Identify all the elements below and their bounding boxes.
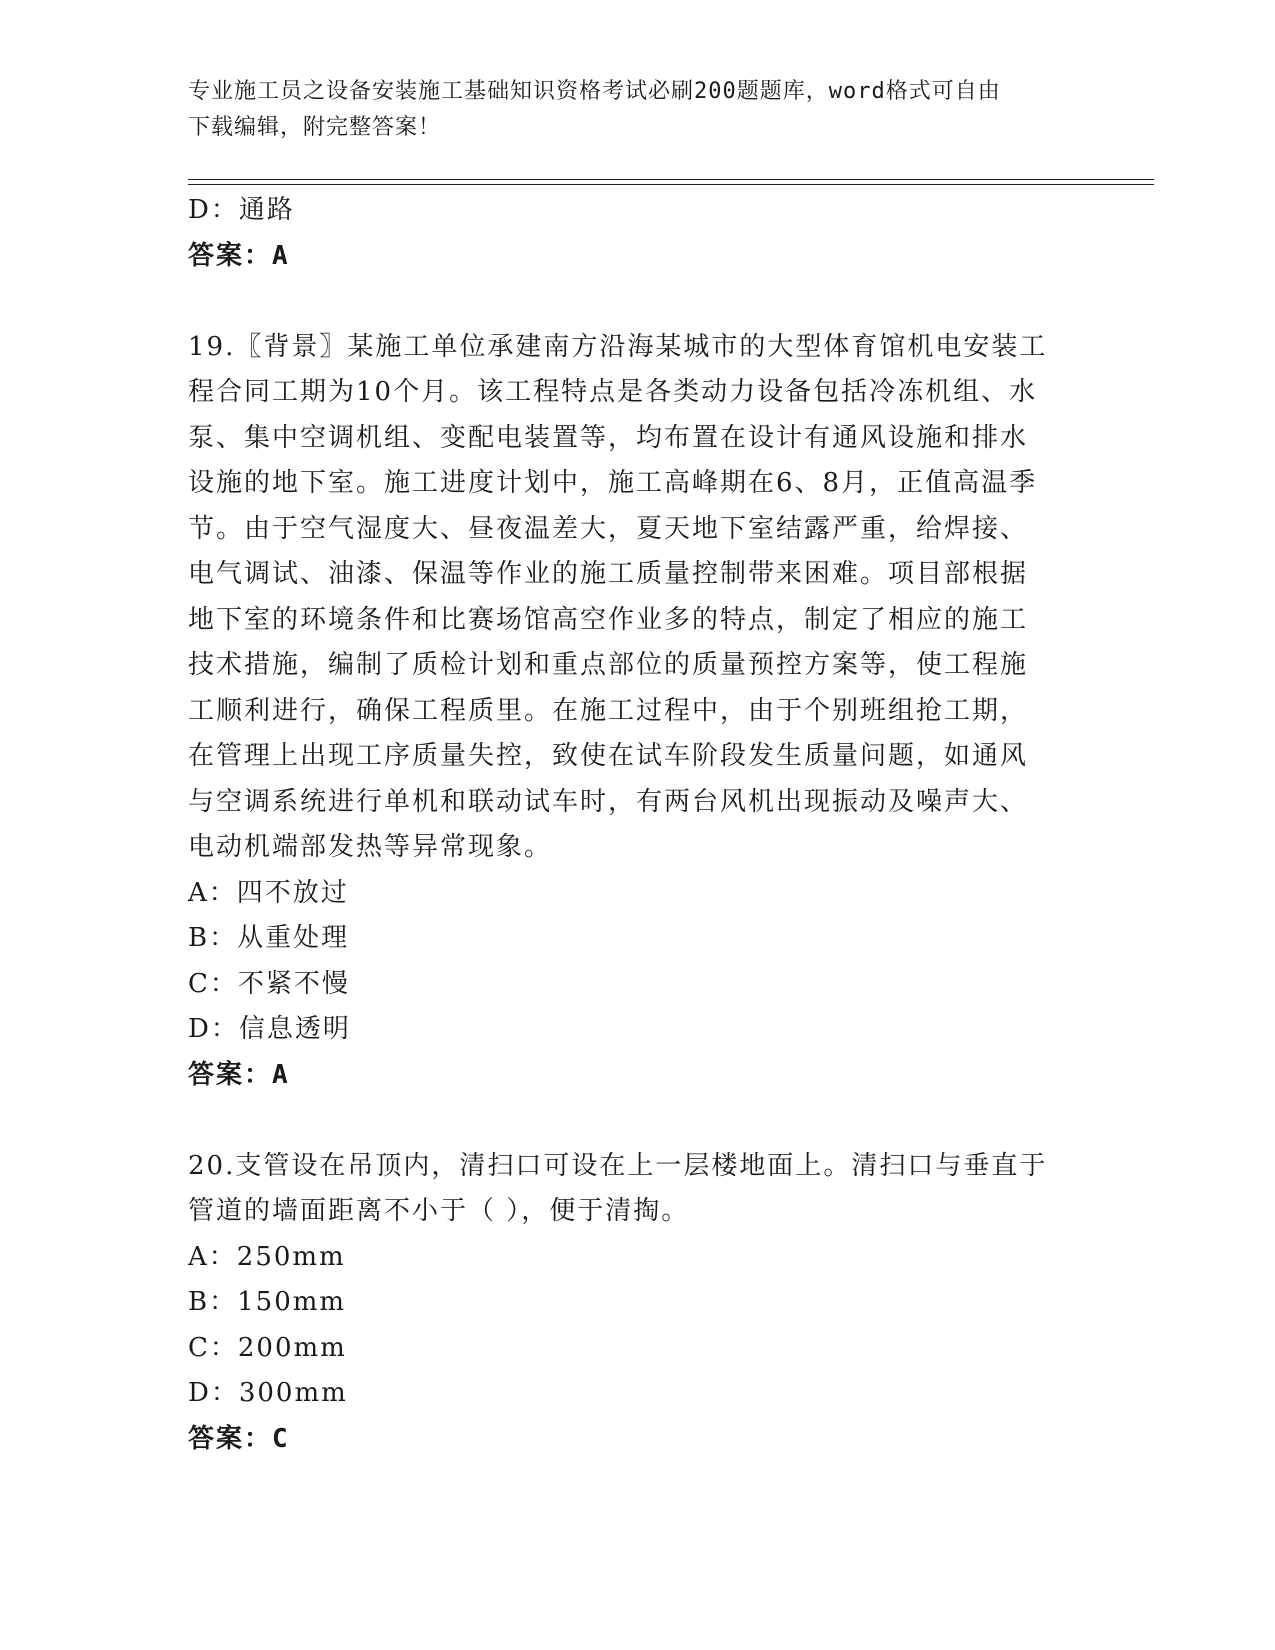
question-19 [188, 325, 1088, 1099]
question-line: 19.〖背景〗某施工单位承建南方沿海某城市的大型体育馆机电安装工 [188, 331, 1048, 362]
question-18-tail [188, 188, 1088, 279]
answer-label: 答案： [188, 1059, 273, 1090]
document-body [188, 188, 1088, 1462]
question-line: 与空调系统进行单机和联动试车时，有两台风机出现振动及噪声大、 [188, 786, 1029, 817]
question-20 [188, 1144, 1088, 1463]
question-line: 管道的墙面距离不小于（ ），便于清掏。 [188, 1196, 690, 1226]
question-line: 电动机端部发热等异常现象。 [188, 832, 553, 862]
question-line: 节。由于空气湿度大、昼夜温差大，夏天地下室结露严重，给焊接、 [188, 513, 1029, 544]
document-header [188, 74, 1068, 146]
spacer [188, 279, 1088, 325]
answer [188, 1053, 1088, 1099]
option-a: A：四不放过 [188, 877, 349, 908]
option-b: B：150mm [188, 1287, 347, 1317]
question-line: 泵、集中空调机组、变配电装置等，均布置在设计有通风设施和排水 [188, 422, 1029, 453]
answer-value: C [272, 1423, 290, 1454]
spacer [188, 1098, 1088, 1144]
question-line: 技术措施，编制了质检计划和重点部位的质量预控方案等，使工程施 [188, 650, 1029, 680]
answer-value: A [272, 1059, 290, 1090]
header-line-2: 下载编辑，附完整答案！ [188, 115, 442, 140]
answer-label: 答案： [188, 240, 273, 271]
question-line: 在管理上出现工序质量失控，致使在试车阶段发生质量问题，如通风 [188, 741, 1029, 771]
answer [188, 234, 1088, 280]
question-line: 工顺利进行，确保工程质里。在施工过程中，由于个别班组抢工期， [188, 695, 1029, 726]
header-rule-top [188, 179, 1154, 180]
option-c: C：200mm [188, 1332, 347, 1363]
header-rule-bottom [188, 184, 1154, 185]
answer-label: 答案： [188, 1423, 273, 1454]
question-line: 程合同工期为10个月。该工程特点是各类动力设备包括冷冻机组、水 [188, 377, 1038, 407]
option-d: D：300mm [188, 1378, 348, 1408]
question-line: 设施的地下室。施工进度计划中，施工高峰期在6、8月，正值高温季 [188, 468, 1038, 498]
option-a: A：250mm [188, 1241, 346, 1272]
question-line: 地下室的环境条件和比赛场馆高空作业多的特点，制定了相应的施工 [188, 604, 1029, 635]
option-b: B：从重处理 [188, 923, 350, 953]
question-line: 电气调试、油漆、保温等作业的施工质量控制带来困难。项目部根据 [188, 559, 1029, 589]
option-d: D：信息透明 [188, 1014, 351, 1044]
option-c: C：不紧不慢 [188, 968, 350, 999]
answer [188, 1417, 1088, 1463]
option-d: D：通路 [188, 195, 295, 225]
header-line-1: 专业施工员之设备安装施工基础知识资格考试必刷200题题库，word格式可自由 [188, 79, 1001, 104]
answer-value: A [272, 240, 290, 271]
question-line: 20.支管设在吊顶内，清扫口可设在上一层楼地面上。清扫口与垂直于 [188, 1150, 1048, 1181]
